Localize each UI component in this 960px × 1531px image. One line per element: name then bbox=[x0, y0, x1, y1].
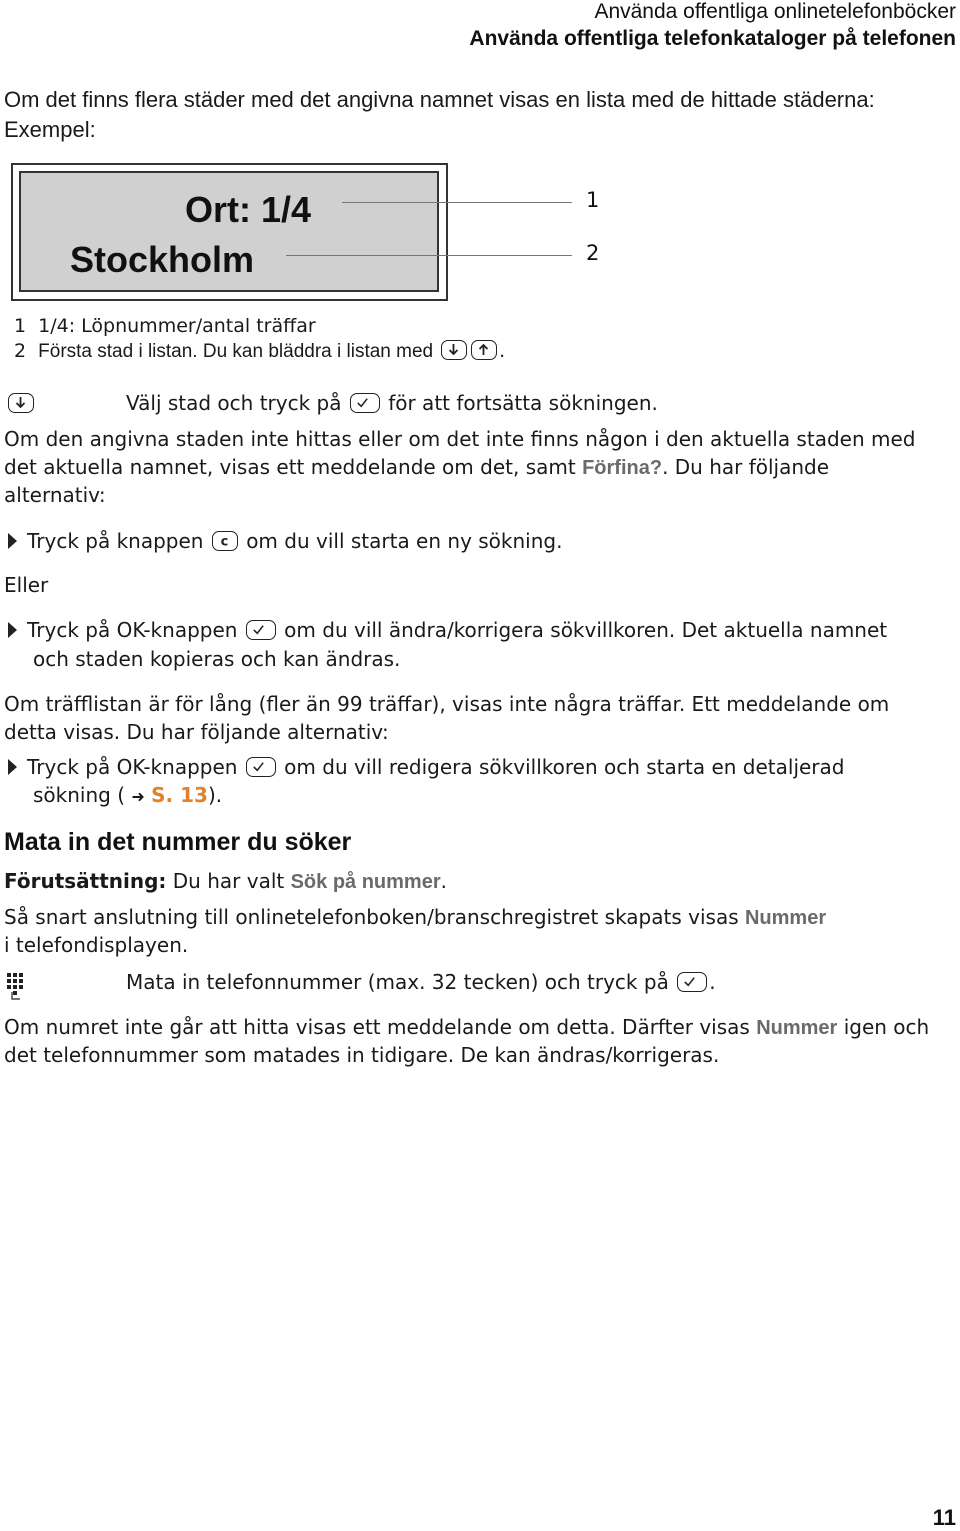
bullet-arrow-icon bbox=[8, 622, 17, 638]
prerequisite bbox=[4, 867, 447, 896]
not-found-line3: alternativ: bbox=[4, 483, 106, 507]
number-not-found-line2: det telefonnummer som matades in tidigare. De kan ändras/korrigeras. bbox=[4, 1043, 720, 1067]
nav-up-key-icon bbox=[471, 340, 497, 360]
page-reference-link[interactable]: S. 13 bbox=[151, 783, 208, 807]
option-text-a: Tryck på OK-knappen bbox=[27, 618, 238, 642]
legend-number: 1 bbox=[14, 315, 27, 337]
section-title: Mata in det nummer du söker bbox=[4, 828, 352, 856]
intro-line2: Exempel: bbox=[4, 117, 96, 142]
option-text-b: om du vill redigera sökvillkoren och starta en detaljerad bbox=[284, 755, 845, 779]
step-text-b: för att fortsätta sökningen. bbox=[388, 391, 658, 415]
keypad-icon bbox=[6, 972, 26, 1004]
prereq-text: Du har valt bbox=[172, 869, 285, 893]
not-found-text-b: . Du har följande bbox=[662, 455, 830, 479]
notfound-text-b: igen och bbox=[843, 1015, 930, 1039]
step-text: Mata in telefonnummer (max. 32 tecken) och tryck på bbox=[126, 970, 669, 994]
clear-key-label: c bbox=[220, 534, 229, 549]
callout-line-1 bbox=[342, 202, 572, 203]
running-header-chapter: Använda offentliga onlinetelefonböcker bbox=[594, 0, 956, 23]
option-text-a: Tryck på OK-knappen bbox=[27, 755, 238, 779]
ok-key-icon bbox=[246, 757, 276, 777]
step-text-a: Välj stad och tryck på bbox=[126, 391, 342, 415]
legend-item-1 bbox=[14, 312, 316, 340]
legend-text: 1/4: Löpnummer/antal träffar bbox=[38, 315, 316, 337]
too-long-line1: Om träfflistan är för lång (fler än 99 träffar), visas inte några träffar. Ett meddelande om bbox=[4, 692, 890, 716]
phone-display-illustration bbox=[11, 163, 448, 301]
prereq-label: Förutsättning: bbox=[4, 869, 167, 893]
connection-line2: i telefondisplayen. bbox=[4, 933, 189, 957]
phone-display-screen bbox=[19, 171, 439, 292]
bullet-arrow-icon bbox=[8, 533, 17, 549]
display-term-refine: Förfina? bbox=[582, 457, 663, 479]
nav-down-key-icon bbox=[8, 393, 34, 413]
not-found-line1: Om den angivna staden inte hittas eller om det inte finns någon i den aktuella staden med bbox=[4, 427, 916, 451]
option-text: sökning ( bbox=[33, 783, 126, 807]
legend-item-2 bbox=[14, 337, 505, 366]
menu-term-search-number: Sök på nummer bbox=[290, 871, 441, 893]
legend-number: 2 bbox=[14, 340, 27, 362]
legend-text: Första stad i listan. Du kan bläddra i listan med bbox=[38, 341, 434, 362]
intro-line1: Om det finns flera städer med det angivna namnet visas en lista med de hittade städerna: bbox=[4, 87, 875, 112]
page-ref-arrow-icon: ➜ bbox=[131, 787, 145, 806]
callout-number-1: 1 bbox=[586, 188, 600, 212]
or-label: Eller bbox=[4, 573, 49, 597]
running-header-section: Använda offentliga telefonkataloger på telefonen bbox=[469, 27, 956, 50]
step-select-city-text bbox=[126, 389, 658, 417]
notfound-text: Om numret inte går att hitta visas ett meddelande om detta. Därfter visas bbox=[4, 1015, 750, 1039]
bullet-arrow-icon bbox=[8, 759, 17, 775]
option-edit-search bbox=[8, 616, 887, 644]
display-line-city-counter: Ort: 1/4 bbox=[185, 189, 312, 230]
connection-text: Så snart anslutning till onlinetelefonboken/branschregistret skapats visas bbox=[4, 905, 739, 929]
ok-key-icon bbox=[246, 620, 276, 640]
page-number: 11 bbox=[932, 1505, 956, 1530]
step-enter-number bbox=[126, 968, 716, 996]
display-term-number: Nummer bbox=[756, 1017, 838, 1039]
not-found-line2 bbox=[4, 453, 829, 482]
step-end: . bbox=[709, 970, 716, 994]
display-line-city-name: Stockholm bbox=[70, 239, 255, 280]
prereq-end: . bbox=[440, 869, 447, 893]
connection-line1 bbox=[4, 903, 826, 932]
callout-number-2: 2 bbox=[586, 241, 600, 265]
option-text-end: ). bbox=[207, 783, 223, 807]
option-detailed-line2 bbox=[33, 781, 222, 811]
step-select-city bbox=[6, 389, 36, 417]
option-text-b: om du vill starta en ny sökning. bbox=[246, 529, 563, 553]
display-term-number: Nummer bbox=[744, 907, 827, 929]
option-text-b: om du vill ändra/korrigera sökvillkoren. Det aktuella namnet bbox=[284, 618, 888, 642]
option-edit-line2: och staden kopieras och kan ändras. bbox=[33, 647, 401, 671]
ok-key-icon bbox=[350, 393, 380, 413]
not-found-text: det aktuella namnet, visas ett meddelande om det, samt bbox=[4, 455, 576, 479]
ok-key-icon bbox=[677, 972, 707, 992]
legend-end: . bbox=[499, 340, 506, 362]
too-long-line2: detta visas. Du har följande alternativ: bbox=[4, 720, 389, 744]
option-new-search bbox=[8, 527, 562, 555]
option-text-a: Tryck på knappen bbox=[27, 529, 204, 553]
nav-down-key-icon bbox=[441, 340, 467, 360]
number-not-found-line1 bbox=[4, 1013, 929, 1042]
clear-key-icon bbox=[212, 531, 238, 551]
callout-line-2 bbox=[286, 255, 572, 256]
option-detailed-search bbox=[8, 753, 844, 781]
